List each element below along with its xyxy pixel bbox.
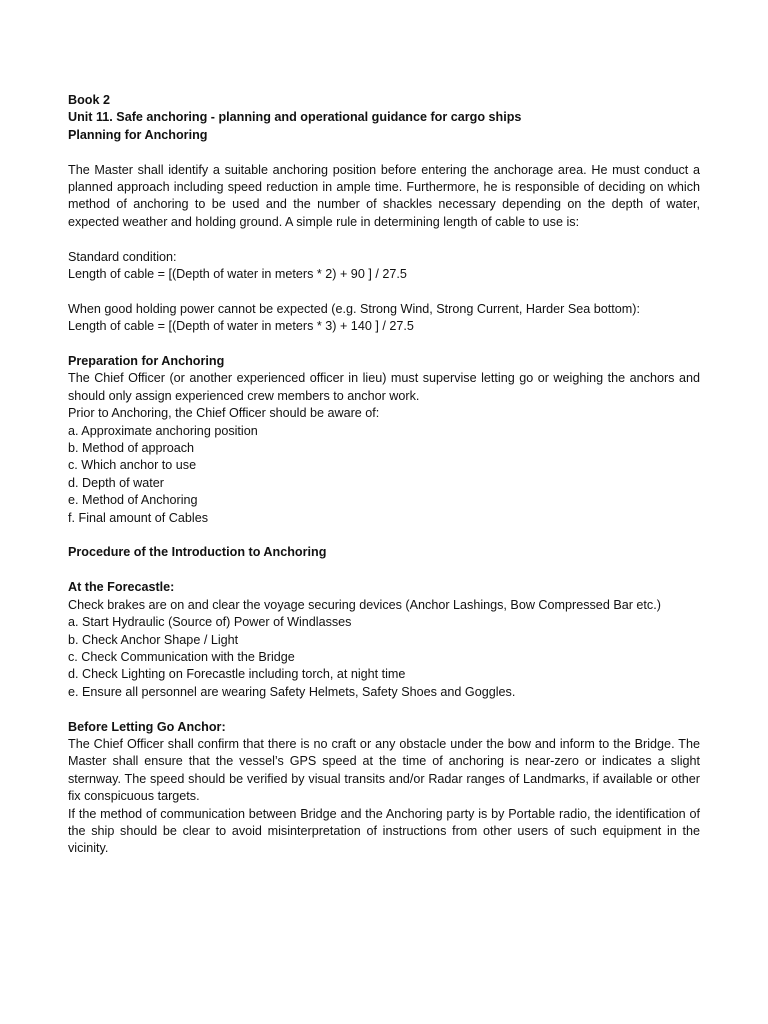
poor-holding-formula: Length of cable = [(Depth of water in meters * 3) + 140 ] / 27.5 bbox=[68, 319, 414, 334]
list-item: c. Which anchor to use bbox=[68, 458, 197, 473]
before-paragraph-1: The Chief Officer shall confirm that there is no craft or any obstacle under the bow and inform to the Bridge. The Master shall ensure that the vessel’s GPS speed at the time of anchoring is near-zero or indicates a slight sternway. The speed should be verified by visual transits and/or Radar ranges of Landmarks, if available or other fix conspicuous targets. bbox=[68, 736, 700, 804]
before-paragraph-2: If the method of communication between Bridge and the Anchoring party is by Portable radio, the identification of the ship should be clear to avoid misinterpretation of instructions from other users of such equipment in the vicinity. bbox=[68, 806, 700, 856]
planning-paragraph: The Master shall identify a suitable anchoring position before entering the anchorage area. He must conduct a planned approach including speed reduction in ample time. Furthermore, he is responsible of deciding on which method of anchoring to be used and the number of shackles necessary depending on the depth of water, expected weather and holding ground. A simple rule in determining length of cable to use is: bbox=[68, 162, 700, 229]
section-heading-procedure: Procedure of the Introduction to Anchoring bbox=[68, 545, 327, 560]
forecastle-intro: Check brakes are on and clear the voyage securing devices (Anchor Lashings, Bow Compressed Bar etc.) bbox=[68, 597, 661, 612]
preparation-aware-line: Prior to Anchoring, the Chief Officer should be aware of: bbox=[68, 406, 380, 421]
list-item: a. Start Hydraulic (Source of) Power of Windlasses bbox=[68, 615, 352, 630]
poor-holding-label: When good holding power cannot be expected (e.g. Strong Wind, Strong Current, Harder Sea bottom): bbox=[68, 301, 640, 316]
forecastle-heading: At the Forecastle: bbox=[68, 580, 175, 595]
section-heading-planning: Planning for Anchoring bbox=[68, 127, 208, 142]
list-item: e. Ensure all personnel are wearing Safety Helmets, Safety Shoes and Goggles. bbox=[68, 684, 516, 699]
book-title: Book 2 bbox=[68, 93, 110, 107]
standard-formula: Length of cable = [(Depth of water in meters * 2) + 90 ] / 27.5 bbox=[68, 267, 407, 282]
preparation-paragraph: The Chief Officer (or another experienced officer in lieu) must supervise letting go or weighing the anchors and should only assign experienced crew members to anchor work. bbox=[68, 371, 700, 403]
list-item: c. Check Communication with the Bridge bbox=[68, 649, 295, 664]
spacer bbox=[68, 701, 700, 718]
spacer bbox=[68, 283, 700, 300]
list-item: b. Method of approach bbox=[68, 441, 195, 456]
spacer bbox=[68, 231, 700, 248]
list-item: f. Final amount of Cables bbox=[68, 510, 209, 525]
document-page bbox=[68, 92, 700, 858]
spacer bbox=[68, 562, 700, 579]
unit-title: Unit 11. Safe anchoring - planning and operational guidance for cargo ships bbox=[68, 110, 522, 125]
spacer bbox=[68, 336, 700, 353]
list-item: a. Approximate anchoring position bbox=[68, 423, 258, 438]
list-item: b. Check Anchor Shape / Light bbox=[68, 632, 239, 647]
section-heading-preparation: Preparation for Anchoring bbox=[68, 354, 225, 369]
standard-condition-label: Standard condition: bbox=[68, 249, 177, 264]
spacer bbox=[68, 527, 700, 544]
list-item: d. Check Lighting on Forecastle including torch, at night time bbox=[68, 667, 406, 682]
list-item: d. Depth of water bbox=[68, 475, 164, 490]
list-item: e. Method of Anchoring bbox=[68, 493, 198, 508]
before-letting-go-heading: Before Letting Go Anchor: bbox=[68, 719, 226, 734]
spacer bbox=[68, 144, 700, 161]
